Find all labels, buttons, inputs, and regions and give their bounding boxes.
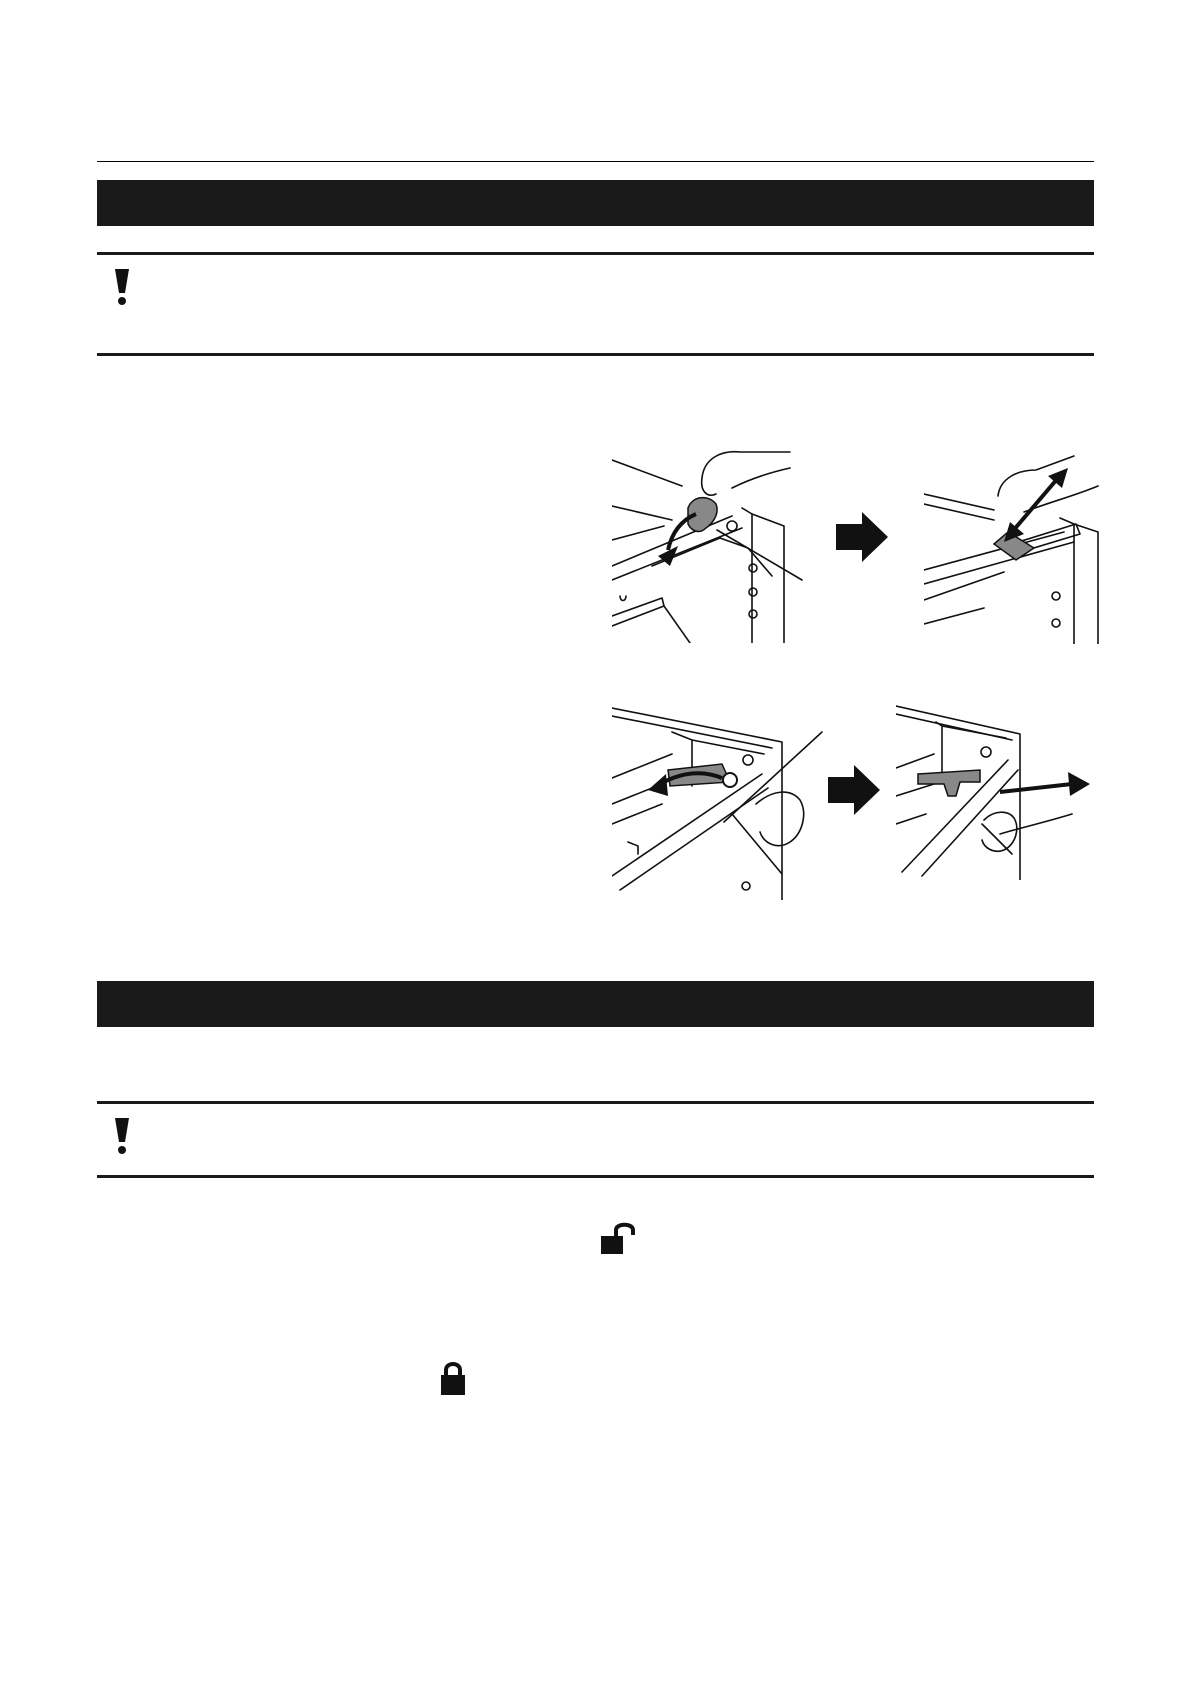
section-header-2 bbox=[97, 981, 1094, 1027]
right-arrow-icon bbox=[836, 512, 888, 562]
right-arrow-icon bbox=[828, 765, 880, 815]
lever-lift-illustration bbox=[924, 448, 1102, 644]
lever-rotate-illustration bbox=[612, 448, 812, 643]
top-divider bbox=[97, 161, 1094, 162]
caution-box-1 bbox=[97, 252, 1094, 356]
lever-pull-out-illustration bbox=[896, 704, 1092, 880]
section-header-1 bbox=[97, 180, 1094, 226]
unlocked-padlock-icon bbox=[598, 1220, 638, 1256]
caution-box-2 bbox=[97, 1101, 1094, 1178]
exclamation-icon bbox=[113, 1116, 131, 1156]
exclamation-icon bbox=[113, 267, 131, 307]
locked-padlock-icon bbox=[438, 1360, 468, 1396]
lever-rotate-back-illustration bbox=[612, 704, 824, 900]
